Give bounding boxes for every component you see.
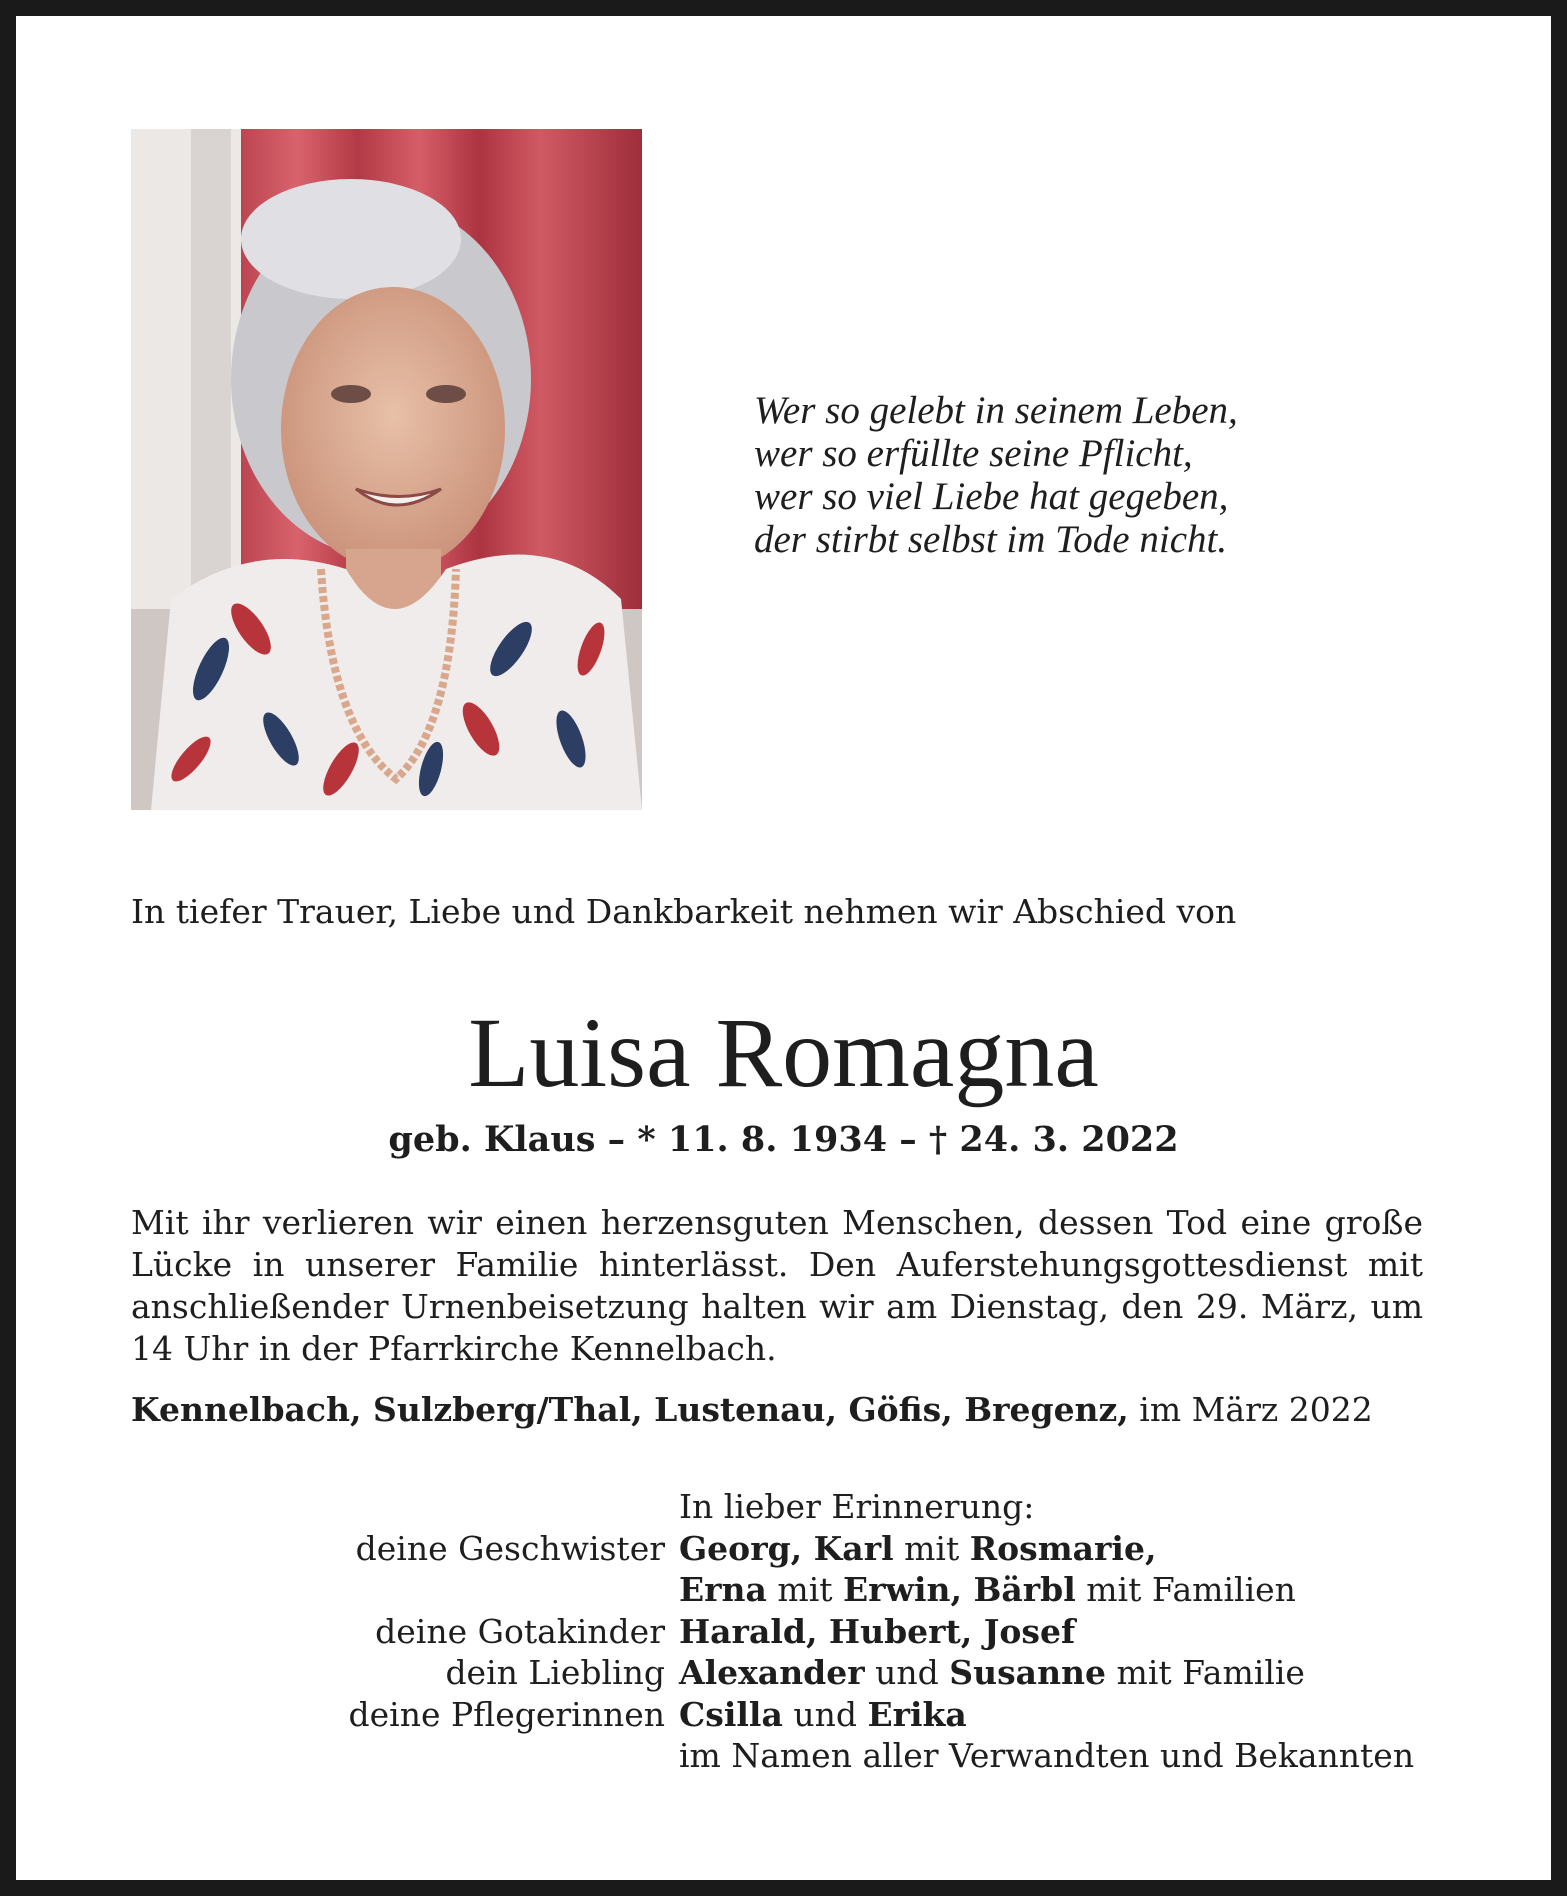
mourner-row bbox=[131, 1611, 1431, 1653]
mourner-row bbox=[131, 1528, 1431, 1570]
mourner-names bbox=[679, 1694, 1431, 1736]
quote-line: Wer so gelebt in seinem Leben, bbox=[754, 389, 1238, 432]
mourner-names bbox=[679, 1652, 1431, 1694]
mourner-name: Erwin, Bärbl bbox=[843, 1570, 1076, 1609]
message-line: Mit ihr verlieren wir einen herzensguten Menschen, dessen Tod eine große bbox=[131, 1203, 1423, 1242]
mourner-connector: mit Familien bbox=[1075, 1570, 1296, 1609]
mourner-row bbox=[131, 1694, 1431, 1736]
quote-line: wer so viel Liebe hat gegeben, bbox=[754, 475, 1229, 518]
memory-rows bbox=[131, 1528, 1431, 1777]
poem-quote bbox=[754, 389, 1238, 561]
message-line: anschließender Urnenbeisetzung halten wir am Dienstag, den 29. März, um bbox=[131, 1287, 1423, 1326]
intro-text: In tiefer Trauer, Liebe und Dankbarkeit nehmen wir Abschied von bbox=[131, 892, 1237, 931]
mourner-names bbox=[679, 1735, 1431, 1777]
places-date: im März 2022 bbox=[1139, 1390, 1373, 1429]
mourner-name: Rosmarie, bbox=[969, 1528, 1157, 1568]
memory-heading: In lieber Erinnerung: bbox=[679, 1487, 1035, 1526]
mourner-relation: deine Geschwister bbox=[355, 1528, 665, 1568]
portrait-photo bbox=[131, 129, 642, 810]
mourner-name: Susanne bbox=[949, 1653, 1107, 1692]
message-line: 14 Uhr in der Pfarrkirche Kennelbach. bbox=[131, 1329, 777, 1368]
mourner-relation: deine Gotakinder bbox=[375, 1611, 665, 1651]
places-list: Kennelbach, Sulzberg/Thal, Lustenau, Göfis, Bregenz, bbox=[131, 1390, 1129, 1429]
mourner-name: Csilla bbox=[679, 1694, 783, 1734]
mourner-connector: im Namen aller Verwandten und Bekannten bbox=[679, 1736, 1415, 1775]
message-line: Lücke in unserer Familie hinterlässt. Den Auferstehungsgottesdienst mit bbox=[131, 1245, 1423, 1284]
obituary-page bbox=[16, 16, 1551, 1880]
memory-heading-row bbox=[131, 1486, 1431, 1528]
memory-section bbox=[131, 1486, 1431, 1777]
mourner-row bbox=[131, 1735, 1431, 1777]
mourner-row bbox=[131, 1652, 1431, 1694]
mourner-name: Alexander bbox=[679, 1653, 865, 1692]
mourner-name: Georg, Karl bbox=[679, 1528, 894, 1568]
quote-line: wer so erfüllte seine Pflicht, bbox=[754, 432, 1193, 475]
places-line bbox=[131, 1389, 1373, 1431]
mourner-relation bbox=[131, 1735, 679, 1777]
mourner-relation: deine Pflegerinnen bbox=[348, 1694, 665, 1734]
quote-line: der stirbt selbst im Tode nicht. bbox=[754, 518, 1228, 561]
deceased-name: Luisa Romagna bbox=[468, 997, 1099, 1108]
mourner-names bbox=[679, 1611, 1431, 1653]
mourner-relation bbox=[131, 1569, 679, 1611]
mourner-names bbox=[679, 1528, 1431, 1570]
mourner-connector: und bbox=[782, 1694, 868, 1734]
mourner-connector: und bbox=[864, 1653, 950, 1692]
mourner-name: Erika bbox=[867, 1694, 967, 1734]
mourner-relation: dein Liebling bbox=[445, 1653, 665, 1692]
mourner-connector: mit bbox=[893, 1528, 970, 1568]
mourner-row bbox=[131, 1569, 1431, 1611]
mourner-connector: mit bbox=[766, 1570, 844, 1609]
mourner-name: Harald, Hubert, Josef bbox=[679, 1611, 1076, 1651]
message-paragraph bbox=[131, 1202, 1423, 1370]
mourner-name: Erna bbox=[679, 1570, 767, 1609]
birth-death-dates: geb. Klaus – * 11. 8. 1934 – † 24. 3. 2022 bbox=[388, 1119, 1179, 1160]
mourner-connector: mit Familie bbox=[1106, 1653, 1305, 1692]
mourner-names bbox=[679, 1569, 1431, 1611]
